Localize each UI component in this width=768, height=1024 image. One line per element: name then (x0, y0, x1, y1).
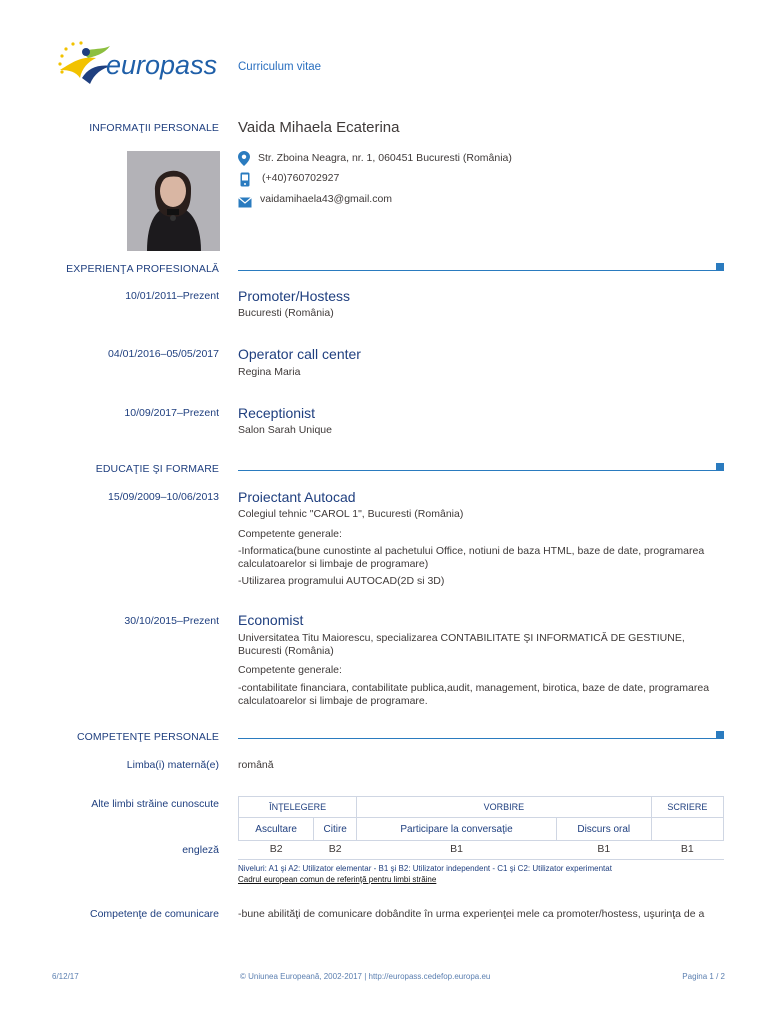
mobile-phone-icon (240, 172, 250, 192)
header-intelegere: ÎNŢELEGERE (239, 797, 357, 818)
section-divider-line (238, 270, 716, 271)
language-table-bottom-line (238, 859, 724, 860)
experience-dates: 10/09/2017–Prezent (124, 407, 219, 419)
education-title: Proiectant Autocad (238, 489, 356, 505)
footer-date: 6/12/17 (52, 972, 79, 981)
level-scriere: B1 (680, 842, 694, 855)
experience-place: Salon Sarah Unique (238, 424, 332, 436)
sub-scriere-empty (651, 818, 723, 841)
education-detail: -Informatica(bune cunostinte al pachetului Office, notiuni de baza HTML, baze de date, programarea calculatoarelor si limbaje de programare) (238, 545, 705, 570)
experience-place: Regina Maria (238, 366, 301, 378)
sub-participare: Participare la conversaţie (357, 818, 557, 841)
phone-text: (+40)760702927 (262, 172, 340, 184)
language-table-subheader (239, 818, 724, 841)
education-dates: 30/10/2015–Prezent (124, 615, 219, 627)
experience-title: Receptionist (238, 405, 316, 421)
portrait-graphic (127, 151, 220, 251)
logo-text: europass (106, 50, 218, 80)
section-divider-square (716, 463, 724, 471)
section-divider-square (716, 263, 724, 271)
experience-title: Operator call center (238, 346, 361, 362)
doc-title: Curriculum vitae (238, 61, 322, 73)
level-discurs: B1 (597, 842, 611, 855)
sub-ascultare: Ascultare (239, 818, 314, 841)
education-competente: Competente generale: (238, 528, 342, 540)
sub-citire: Citire (314, 818, 357, 841)
sub-discurs: Discurs oral (556, 818, 651, 841)
levels-note: Niveluri: A1 şi A2: Utilizator elementar - B1 şi B2: Utilizator independent - C1 şi C2: Utilizator experimentat (238, 864, 612, 873)
email-envelope-icon (238, 195, 252, 213)
education-detail: -contabilitate financiara, contabilitate publica,audit, management, birotica, baze de date, programarea calculatoarelor si limbaje de programare. (238, 682, 710, 707)
section-education: EDUCAŢIE ŞI FORMARE (95, 463, 219, 475)
section-experience: EXPERIENŢA PROFESIONALĂ (66, 263, 219, 275)
experience-dates: 04/01/2016–05/05/2017 (108, 348, 219, 360)
section-personal-info: INFORMAŢII PERSONALE (89, 122, 219, 134)
footer-copyright[interactable]: © Uniunea Europeană, 2002-2017 | http://europass.cedefop.europa.eu (240, 972, 491, 981)
communication-skills-label: Competenţe de comunicare (90, 908, 219, 920)
experience-title: Promoter/Hostess (238, 288, 351, 304)
experience-dates: 10/01/2011–Prezent (125, 290, 219, 302)
education-title: Economist (238, 612, 304, 628)
footer-page-number: Pagina 1 / 2 (682, 972, 725, 981)
person-name: Vaida Mihaela Ecaterina (238, 119, 400, 136)
email-text: vaidamihaela43@gmail.com (260, 193, 393, 205)
section-divider-square (716, 731, 724, 739)
europass-logo (52, 38, 222, 90)
section-personal-skills: COMPETENŢE PERSONALE (76, 731, 219, 743)
education-institution: Colegiul tehnic "CAROL 1", Bucuresti (România) (238, 508, 464, 520)
header-scriere: SCRIERE (651, 797, 723, 818)
level-citire: B2 (328, 842, 342, 855)
communication-skills-text: -bune abilităţi de comunicare dobândite în urma experienţei mele ca promoter/hostess, uşurinţa de a (238, 908, 705, 920)
experience-place: Bucuresti (România) (238, 307, 334, 319)
education-dates: 15/09/2009–10/06/2013 (108, 491, 219, 503)
education-competente: Competente generale: (238, 664, 342, 676)
language-table (238, 796, 724, 856)
framework-link[interactable]: Cadrul european comun de referinţă pentru limbi străine (238, 875, 437, 884)
language-name: engleză (182, 844, 219, 856)
address-text: Str. Zboina Neagra, nr. 1, 060451 Bucuresti (România) (258, 152, 512, 164)
level-ascultare: B2 (269, 842, 283, 855)
education-detail: -Utilizarea programului AUTOCAD(2D si 3D) (238, 575, 445, 587)
language-row (239, 841, 724, 857)
level-participare: B1 (450, 842, 463, 855)
education-institution: Universitatea Titu Maiorescu, specializarea CONTABILITATE ŞI INFORMATICĂ DE GESTIUNE, Bucuresti (România) (238, 632, 685, 657)
profile-photo (127, 151, 220, 251)
section-divider-line (238, 738, 716, 739)
mother-tongue-label: Limba(i) maternă(e) (126, 759, 219, 771)
other-languages-label: Alte limbi străine cunoscute (91, 798, 219, 810)
location-pin-icon (238, 151, 250, 171)
mother-tongue-value: română (238, 759, 274, 771)
header-vorbire: VORBIRE (357, 797, 652, 818)
language-table-header (239, 797, 724, 818)
section-divider-line (238, 470, 716, 471)
